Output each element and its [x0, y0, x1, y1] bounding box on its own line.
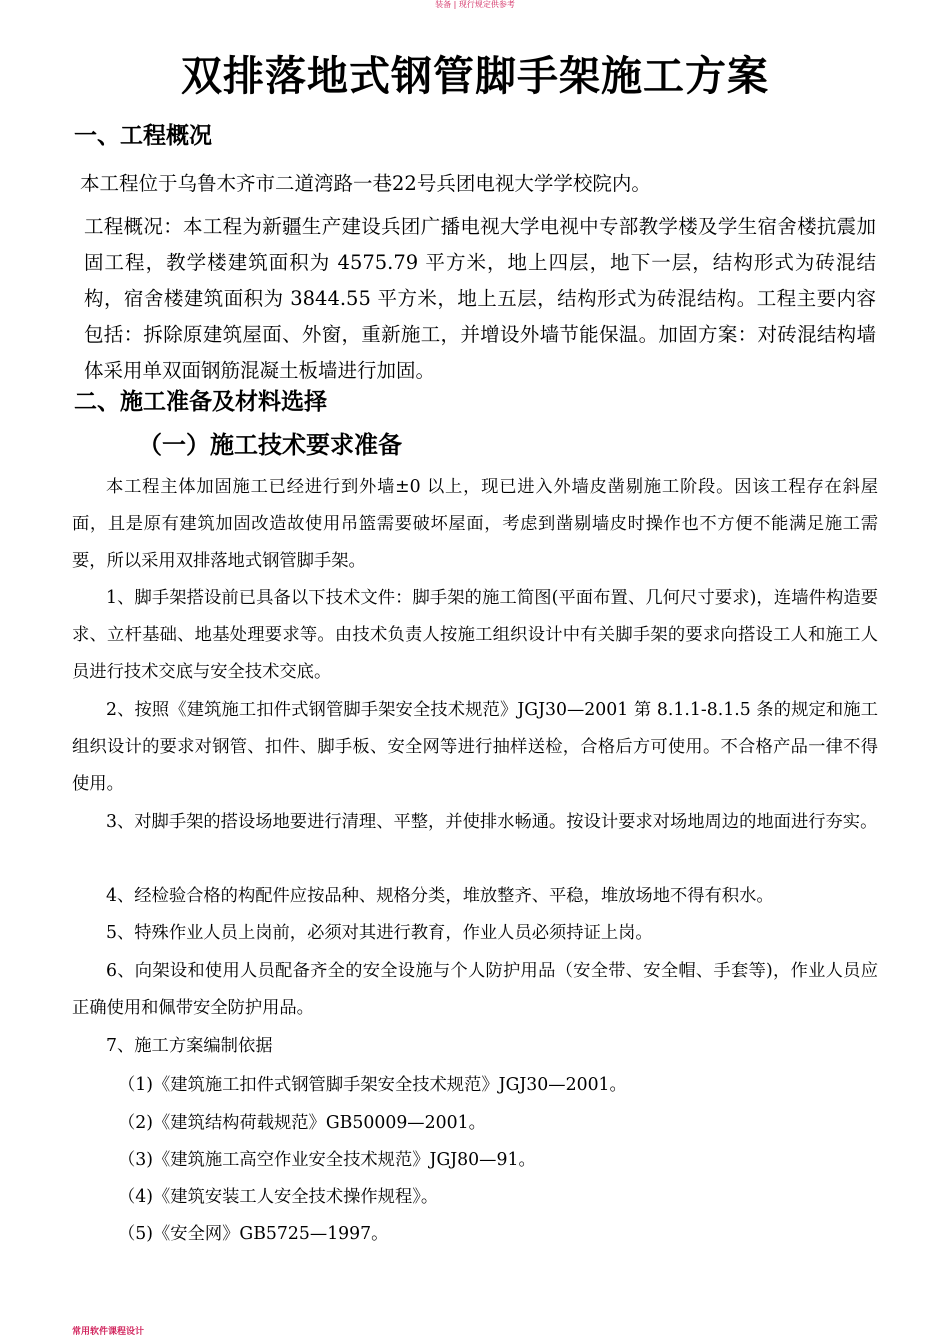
page-footer: 常用软件课程设计: [72, 1327, 145, 1337]
document-title: 双排落地式钢管脚手架施工方案: [181, 52, 769, 100]
reference-item: （5)《安全网》GB5725—1997。: [118, 1224, 389, 1244]
list-item: 5、特殊作业人员上岗前，必须对其进行教育，作业人员必须持证上岗。: [106, 923, 653, 943]
intro-paragraph: 本工程主体加固施工已经进行到外墙±0 以上，现已进入外墙皮凿剔施工阶段。因该工程存在斜屋面，且是原有建筑加固改造故使用吊篮需要破坏屋面，考虑到凿剔墙皮时操作也不方便不能满足施工需要，所以采用双排落地式钢管脚手架。: [72, 477, 878, 571]
reference-item: （2)《建筑结构荷载规范》GB50009—2001。: [118, 1113, 486, 1133]
page-header: 装备 | 现行规定供参考: [435, 0, 515, 9]
subsection-heading-technical: （一）施工技术要求准备: [138, 431, 402, 459]
section-heading-preparation: 二、施工准备及材料选择: [74, 389, 327, 415]
reference-item: （1)《建筑施工扣件式钢管脚手架安全技术规范》JGJ30—2001。: [118, 1075, 627, 1095]
project-overview-text: 工程概况：本工程为新疆生产建设兵团广播电视大学电视中专部教学楼及学生宿舍楼抗震加固工程，教学楼建筑面积为 4575.79 平方米，地上四层，地下一层，结构形式为砖混结构，宿舍楼建筑面积为 3844.55 平方米，地上五层，结构形式为砖混结构。工程主要内容包括：拆除原建筑屋面、外窗，重新施工，并增设外墙节能保温。加固方案：对砖混结构墙体采用单双面钢筋混凝土板墙进行加固。: [84, 215, 876, 382]
project-location-text: 本工程位于乌鲁木齐市二道湾路一巷22号兵团电视大学学校院内。: [80, 172, 651, 195]
list-item: 6、向架设和使用人员配备齐全的安全设施与个人防护用品（安全带、安全帽、手套等)，作业人员应正确使用和佩带安全防护用品。: [72, 961, 878, 1018]
list-item: 4、经检验合格的构配件应按品种、规格分类，堆放整齐、平稳，堆放场地不得有积水。: [106, 886, 774, 906]
reference-item: （3)《建筑施工高空作业安全技术规范》JGJ80—91。: [118, 1150, 536, 1170]
list-item: 7、施工方案编制依据: [106, 1036, 273, 1056]
section-heading-overview: 一、工程概况: [74, 123, 212, 149]
list-item: 2、按照《建筑施工扣件式钢管脚手架安全技术规范》JGJ30—2001 第 8.1.1-8.1.5 条的规定和施工组织设计的要求对钢管、扣件、脚手板、安全网等进行抽样送检，合格后方可使用。不合格产品一律不得使用。: [72, 700, 878, 794]
list-item: 3、对脚手架的搭设场地要进行清理、平整，并使排水畅通。按设计要求对场地周边的地面进行夯实。: [106, 812, 878, 832]
list-item: 1、脚手架搭设前已具备以下技术文件：脚手架的施工简图(平面布置、几何尺寸要求)，连墙件构造要求、立杆基础、地基处理要求等。由技术负责人按施工组织设计中有关脚手架的要求向搭设工人和施工人员进行技术交底与安全技术交底。: [72, 588, 878, 682]
reference-item: （4)《建筑安装工人安全技术操作规程》。: [118, 1187, 439, 1207]
